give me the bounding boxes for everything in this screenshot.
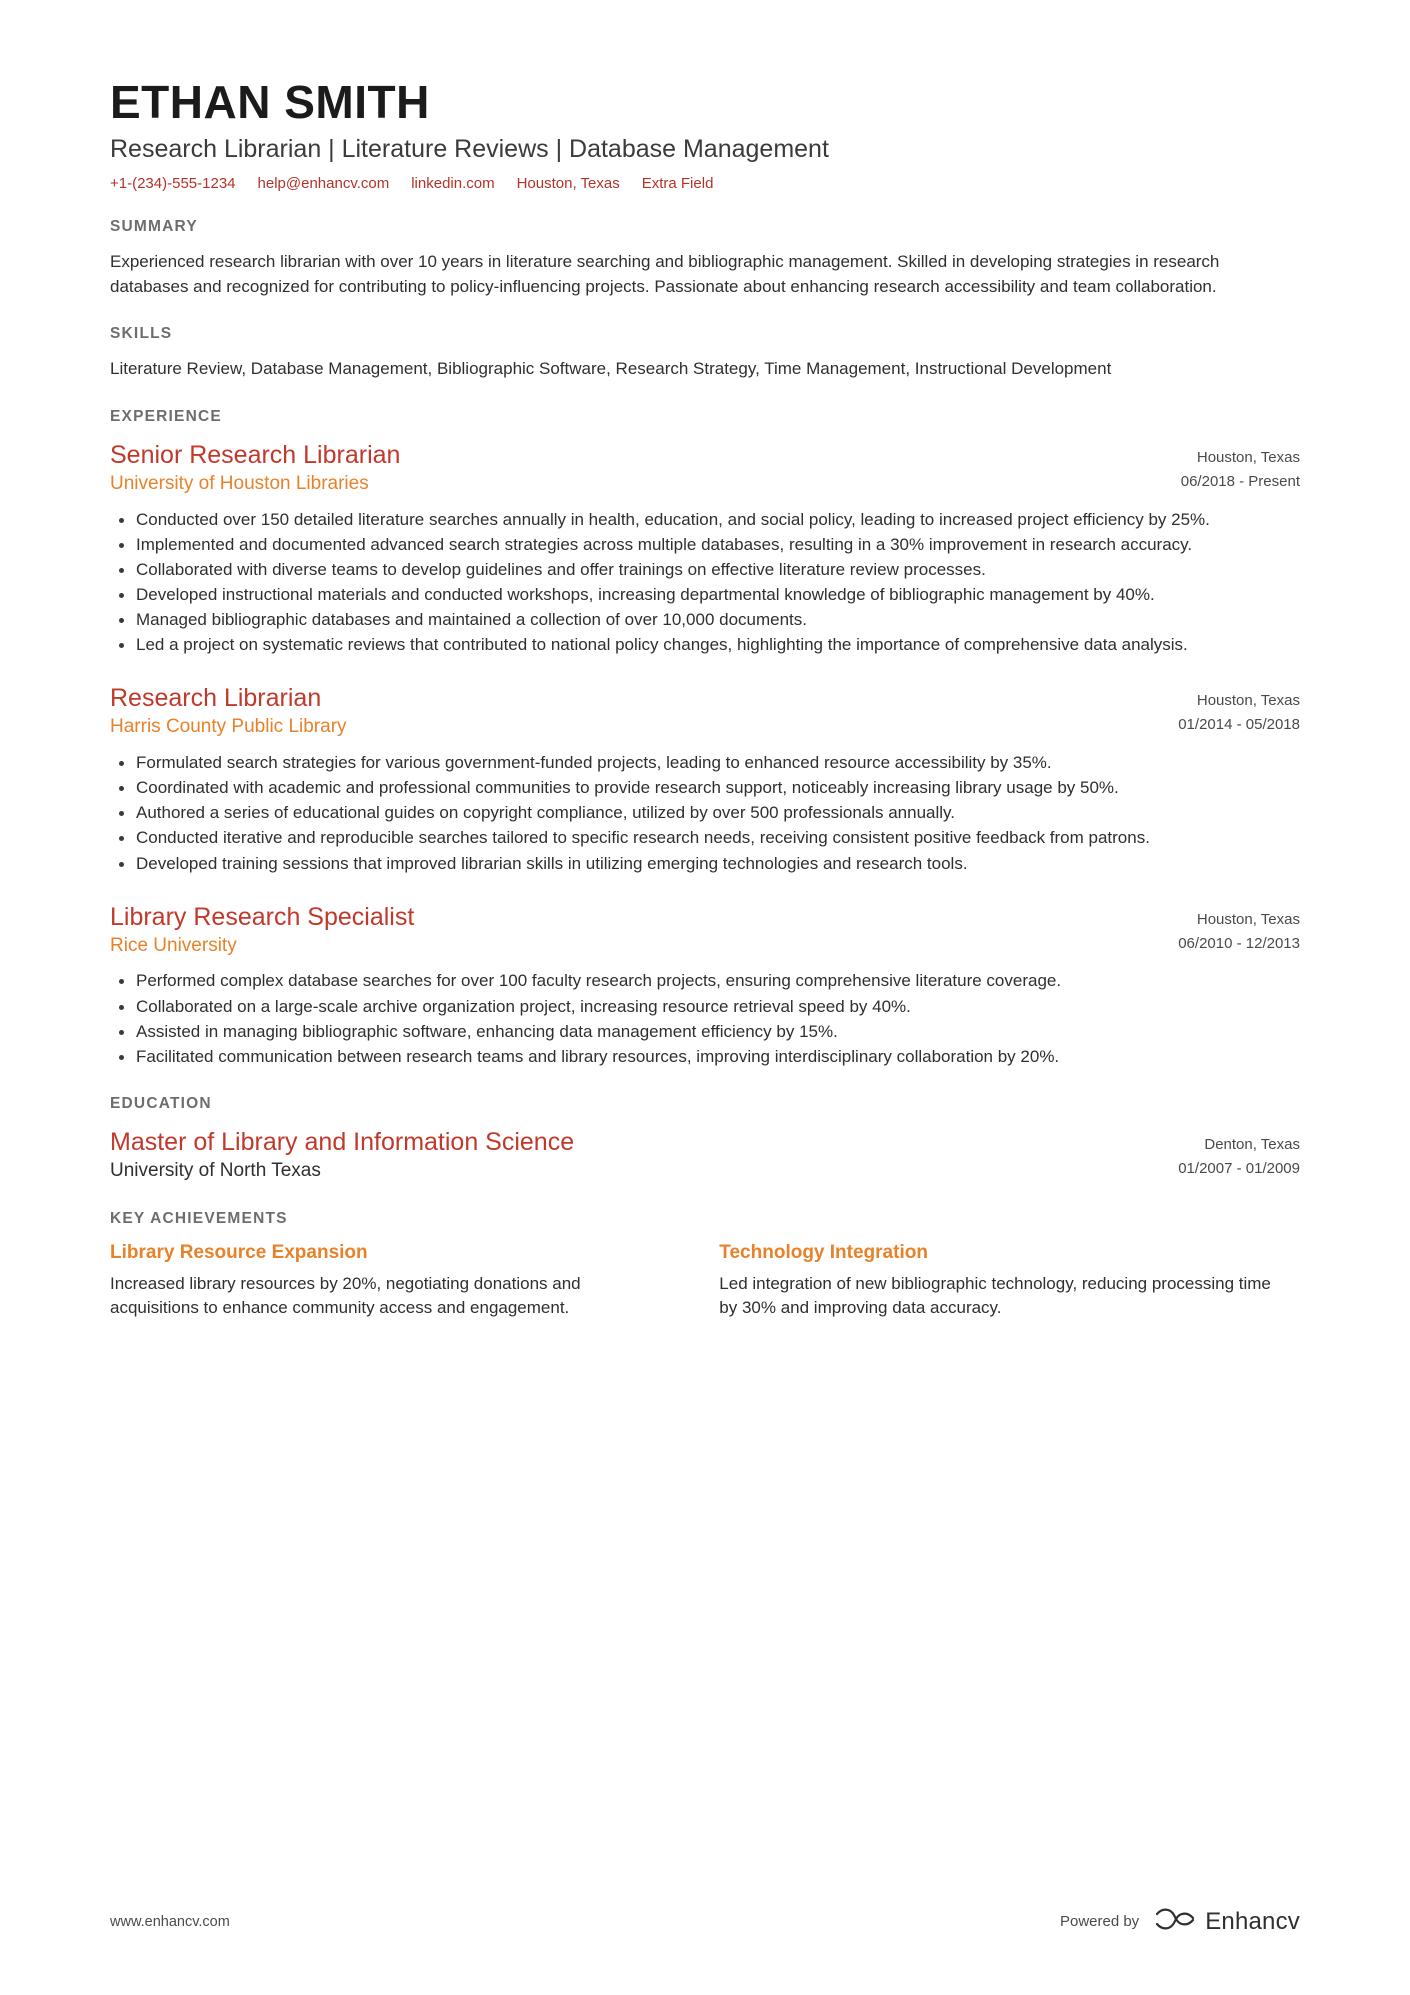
experience-bullets: [110, 751, 1300, 876]
experience-entry: [110, 902, 1300, 1069]
footer-url[interactable]: www.enhancv.com: [110, 1913, 230, 1930]
experience-company: Harris County Public Library: [110, 716, 347, 738]
brand-lockup: [1153, 1906, 1300, 1937]
section-summary: [110, 218, 1300, 299]
enhancv-logo-icon: [1153, 1906, 1197, 1937]
education-entry-right: [1178, 1127, 1300, 1181]
achievements-section-title: KEY ACHIEVEMENTS: [110, 1209, 288, 1227]
experience-dates: 06/2010 - 12/2013: [1178, 934, 1300, 952]
experience-company: Rice University: [110, 934, 237, 956]
list-item: Led a project on systematic reviews that contributed to national policy changes, highlighting the importance of comprehensive data analysis.: [110, 633, 1300, 657]
experience-entry-right: [1178, 902, 1300, 956]
experience-dates: 06/2018 - Present: [1180, 472, 1300, 490]
list-item: Performed complex database searches for over 100 faculty research projects, ensuring comprehensive literature coverage.: [110, 969, 1300, 993]
achievement-text: Led integration of new bibliographic technology, reducing processing time by 30% and improving data accuracy.: [719, 1273, 1271, 1317]
brand-name: Enhancv: [1205, 1907, 1300, 1935]
section-experience: [110, 408, 1300, 1069]
resume-header: [110, 78, 1300, 192]
experience-entry: [110, 440, 1300, 658]
contact-location: Houston, Texas: [516, 174, 620, 192]
experience-dates: 01/2014 - 05/2018: [1178, 716, 1300, 734]
contact-extra-field: Extra Field: [641, 174, 714, 192]
education-entry-left: [110, 1127, 1178, 1184]
candidate-name: ETHAN SMITH: [110, 76, 430, 128]
experience-location: Houston, Texas: [1196, 448, 1300, 466]
contact-phone: +1-(234)-555-1234: [110, 174, 236, 192]
achievements-grid: [110, 1242, 1300, 1320]
powered-by-label: Powered by: [1059, 1913, 1140, 1930]
skills-section-title: SKILLS: [110, 325, 173, 343]
experience-role: Senior Research Librarian: [110, 440, 401, 469]
section-education: [110, 1095, 1300, 1184]
experience-entry-right: [1181, 440, 1300, 494]
experience-bullets: [110, 508, 1300, 658]
contact-row: [110, 175, 1300, 192]
experience-entry-head: [110, 440, 1300, 502]
education-entry: [110, 1127, 1300, 1184]
education-degree: Master of Library and Information Science: [110, 1127, 575, 1156]
education-entry-head: [110, 1127, 1300, 1184]
candidate-headline: Research Librarian | Literature Reviews | Database Management: [110, 134, 829, 163]
experience-role: Research Librarian: [110, 684, 322, 713]
experience-section-title: EXPERIENCE: [110, 407, 222, 425]
achievement-item: [719, 1242, 1278, 1320]
education-location: Denton, Texas: [1204, 1135, 1300, 1153]
footer-branding: [1060, 1906, 1300, 1937]
experience-entry-head: [110, 902, 1300, 964]
list-item: Formulated search strategies for various government-funded projects, leading to enhanced resource accessibility by 35%.: [110, 751, 1300, 775]
list-item: Developed training sessions that improved librarian skills in utilizing emerging technologies and research tools.: [110, 852, 1300, 876]
list-item: Conducted over 150 detailed literature searches annually in health, education, and social policy, leading to increased project efficiency by 25%.: [110, 508, 1300, 532]
list-item: Coordinated with academic and professional communities to provide research support, noticeably increasing library usage by 50%.: [110, 776, 1300, 800]
achievement-text: Increased library resources by 20%, negotiating donations and acquisitions to enhance community access and engagement.: [110, 1273, 581, 1317]
list-item: Developed instructional materials and conducted workshops, increasing departmental knowledge of bibliographic management by 40%.: [110, 583, 1300, 607]
experience-entry-left: [110, 440, 1181, 502]
achievement-title: Technology Integration: [719, 1241, 928, 1263]
education-dates: 01/2007 - 01/2009: [1178, 1159, 1300, 1177]
section-skills: [110, 325, 1300, 382]
experience-role: Library Research Specialist: [110, 902, 415, 931]
list-item: Managed bibliographic databases and maintained a collection of over 10,000 documents.: [110, 608, 1300, 632]
list-item: Collaborated with diverse teams to develop guidelines and offer trainings on effective literature review processes.: [110, 558, 1300, 582]
summary-text: Experienced research librarian with over 10 years in literature searching and bibliographic management. Skilled in developing strategies in research databases and recognized for contributing to policy-influencing projects. Passionate about enhancing research accessibility and team collaboration.: [110, 251, 1220, 296]
list-item: Implemented and documented advanced search strategies across multiple databases, resulting in a 30% improvement in research accuracy.: [110, 533, 1300, 557]
contact-linkedin[interactable]: linkedin.com: [411, 174, 495, 192]
section-key-achievements: [110, 1210, 1300, 1320]
experience-location: Houston, Texas: [1196, 692, 1300, 710]
experience-entry: [110, 683, 1300, 875]
page-footer: [110, 1906, 1300, 1937]
list-item: Collaborated on a large-scale archive organization project, increasing resource retrieval speed by 40%.: [110, 995, 1300, 1019]
experience-entry-left: [110, 683, 1178, 745]
education-school: University of North Texas: [110, 1159, 321, 1181]
list-item: Conducted iterative and reproducible searches tailored to specific research needs, receiving consistent positive feedback from patrons.: [110, 826, 1300, 850]
achievement-title: Library Resource Expansion: [110, 1241, 368, 1263]
experience-company: University of Houston Libraries: [110, 472, 369, 494]
list-item: Assisted in managing bibliographic software, enhancing data management efficiency by 15%.: [110, 1020, 1300, 1044]
experience-entry-right: [1178, 683, 1300, 737]
summary-section-title: SUMMARY: [110, 217, 198, 235]
experience-bullets: [110, 969, 1300, 1069]
skills-text: Literature Review, Database Management, Bibliographic Software, Research Strategy, Time Management, Instructional Development: [110, 359, 1112, 379]
experience-location: Houston, Texas: [1196, 910, 1300, 928]
education-section-title: EDUCATION: [110, 1094, 212, 1112]
contact-email[interactable]: help@enhancv.com: [257, 174, 390, 192]
list-item: Facilitated communication between research teams and library resources, improving interdisciplinary collaboration by 20%.: [110, 1045, 1300, 1069]
experience-entry-head: [110, 683, 1300, 745]
achievement-item: [110, 1242, 669, 1320]
experience-entry-left: [110, 902, 1178, 964]
list-item: Authored a series of educational guides on copyright compliance, utilized by over 500 professionals annually.: [110, 801, 1300, 825]
